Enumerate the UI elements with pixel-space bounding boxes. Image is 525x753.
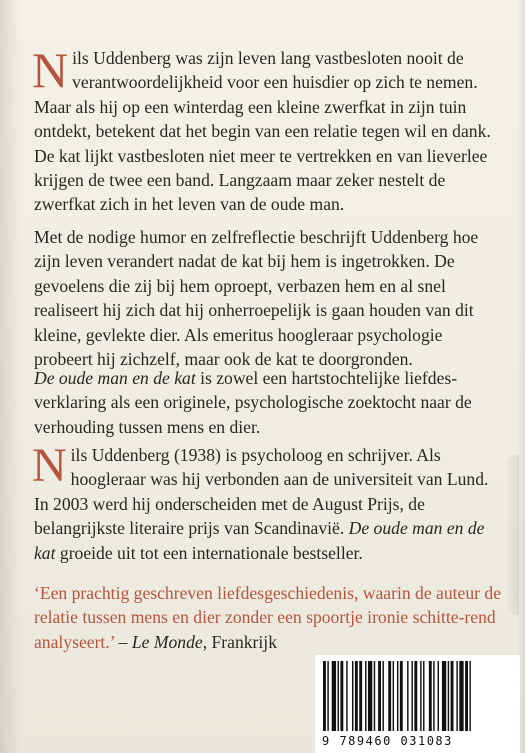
author-bio: [32, 439, 504, 565]
book-title-inline: De oude man en de kat: [34, 368, 196, 388]
spine-shadow: [0, 0, 22, 753]
quote-text: ‘Een prachtig geschreven liefdesgeschiedenis, waarin de auteur de relatie tussen mens en dier zonder een spoortje ironie schitte-rend analyseert.’: [34, 583, 501, 652]
dropcap-n-bio: N: [32, 439, 67, 492]
press-quote: [34, 581, 504, 654]
isbn-number: 9 789460 031083: [322, 734, 453, 748]
blurb-paragraph-2: [34, 225, 504, 371]
dropcap-n: N: [32, 42, 69, 98]
blurb-paragraph-3: [34, 366, 504, 439]
paragraph-2-text: Met de nodige humor en zelfreflectie beschrijft Uddenberg hoe zijn leven verandert nadat de kat bij hem is ingetrokken. De gevoelens die zij bij hem oproept, verbazen hem en al snel realiseert hij zich dat hij onherroepelijk is gaan houden van dit kleine, gevlekte dier. Als emeritus hoogleraar psychologie probeert hij zichzelf, maar ook de kat te doorgronden.: [34, 227, 479, 370]
book-title-inline-bio: De oude man en de kat: [34, 518, 485, 563]
bio-text-end: groeide uit tot een internationale bestseller.: [55, 542, 363, 563]
paragraph-1-text: ils Uddenberg was zijn leven lang vastbesloten nooit de verantwoordelijkheid voor een huisdier op zich te nemen. Maar als hij op een winterdag een kleine zwerfkat in zijn tuin ontdekt, betekent dat het begin van een relatie tegen wil en dank. De kat lijkt vastbesloten niet meer te vertrekken en van lieverlee krijgen de twee een band. Langzaam maar zeker nestelt de zwerfkat zich in het leven van de oude man.: [34, 48, 491, 215]
quote-dash: –: [114, 631, 132, 652]
page-edge: [517, 0, 525, 753]
barcode-bars: [315, 655, 520, 733]
quote-source-publication: Le Monde: [131, 631, 203, 652]
quote-source-country: , Frankrijk: [202, 631, 277, 652]
paragraph-3-text: is zowel een hartstochtelijke liefdes-verklaring als een originele, psychologische zoektocht naar de verhouding tussen mens en dier.: [34, 368, 472, 437]
page-rim: [505, 455, 519, 615]
bio-text: ils Uddenberg (1938) is psycholoog en schrijver. Als hoogleraar was hij verbonden aan de universiteit van Lund. In 2003 werd hij onderscheiden met de August Prijs, de belangrijkste literaire prijs van Scandinavië.: [34, 445, 489, 539]
blurb-paragraph-1: [32, 42, 504, 217]
